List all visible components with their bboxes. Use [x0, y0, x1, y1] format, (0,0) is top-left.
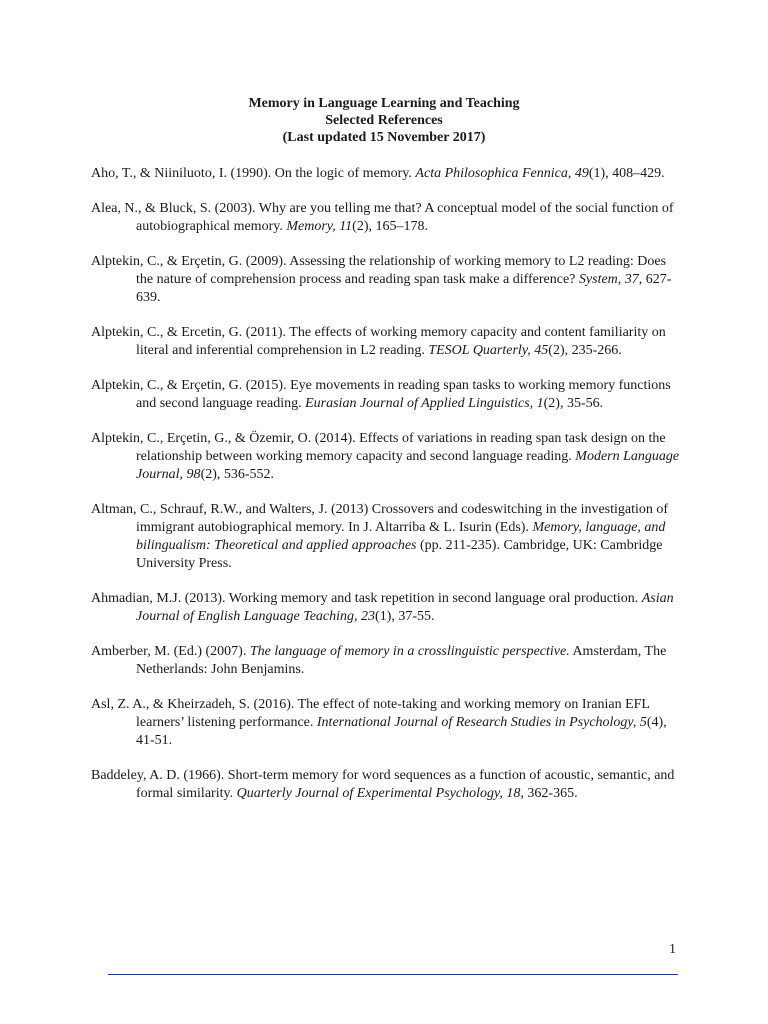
- reference-item: [91, 324, 681, 360]
- reference-text: Aho, T., & Niiniluoto, I. (1990). On the logic of memory.: [91, 166, 416, 181]
- reference-item: [91, 253, 681, 307]
- reference-text: (pp. 211-235). Cambridge, UK: Cambridge University Press.: [136, 538, 663, 571]
- reference-volume: 49: [574, 166, 589, 181]
- reference-text: (2), 536-552.: [200, 467, 275, 482]
- reference-item: [91, 590, 681, 626]
- reference-text: Alptekin, C., Erçetin, G., & Özemir, O. (2014). Effects of variations in reading span task design on the relationship between working memory capacity and second language reading.: [91, 431, 666, 464]
- reference-text: (2), 35-56.: [543, 396, 604, 411]
- reference-item: [91, 200, 681, 236]
- reference-source: Quarterly Journal of Experimental Psychology, 18,: [236, 786, 524, 801]
- reference-item: [91, 767, 681, 803]
- document-header: [0, 95, 768, 146]
- reference-text: , 627-639.: [136, 272, 672, 305]
- reference-text: (2), 235-266.: [548, 343, 622, 358]
- reference-source: Memory, language, and bilingualism: Theoretical and applied approaches: [136, 520, 666, 553]
- reference-source: Modern Language Journal, 98: [136, 449, 680, 482]
- reference-text: Ahmadian, M.J. (2013). Working memory and task repetition in second language oral production.: [91, 591, 642, 606]
- reference-text: Alea, N., & Bluck, S. (2003). Why are you telling me that? A conceptual model of the social function of autobiographical memory.: [91, 201, 674, 234]
- reference-source: International Journal of Research Studies in Psychology, 5: [316, 715, 647, 730]
- reference-item: [91, 643, 681, 679]
- reference-source: Eurasian Journal of Applied Linguistics, 1: [305, 396, 544, 411]
- footer-rule: [108, 974, 678, 975]
- reference-source: Memory, 11: [286, 219, 353, 234]
- reference-source: System, 37: [578, 272, 639, 287]
- reference-text: 362-365.: [523, 786, 578, 801]
- document-title: Memory in Language Learning and Teaching: [248, 96, 520, 111]
- reference-item: [91, 501, 681, 573]
- reference-source: Acta Philosophica Fennica: [415, 166, 568, 181]
- reference-text: (2), 165–178.: [352, 219, 428, 234]
- reference-text: (1), 37-55.: [375, 609, 435, 624]
- reference-text: Amberber, M. (Ed.) (2007).: [91, 644, 250, 659]
- reference-item: [91, 165, 681, 183]
- reference-text: Alptekin, C., & Erçetin, G. (2009). Assessing the relationship of working memory to L2 reading: Does the nature of comprehension process and reading span task make a difference?: [91, 254, 667, 287]
- reference-text: Amsterdam, The Netherlands: John Benjamins.: [136, 644, 667, 677]
- reference-text: Baddeley, A. D. (1966). Short-term memory for word sequences as a function of acoustic, semantic, and formal similarity.: [91, 768, 675, 801]
- document-subtitle: Selected References: [325, 113, 443, 128]
- reference-text: Alptekin, C., & Ercetin, G. (2011). The effects of working memory capacity and content familiarity on literal and inferential comprehension in L2 reading.: [91, 325, 666, 358]
- last-updated: (Last updated 15 November 2017): [282, 130, 486, 145]
- reference-item: [91, 430, 681, 484]
- reference-text: Altman, C., Schrauf, R.W., and Walters, J. (2013) Crossovers and codeswitching in the investigation of immigrant autobiographical memory. In J. Altarriba & L. Isurin (Eds).: [91, 502, 669, 535]
- page-number: 1: [669, 942, 676, 957]
- reference-item: [91, 377, 681, 413]
- reference-item: [91, 696, 681, 750]
- reference-list: [91, 165, 681, 820]
- reference-text: Alptekin, C., & Erçetin, G. (2015). Eye movements in reading span tasks to working memory functions and second language reading.: [91, 378, 671, 411]
- reference-text: (4), 41-51.: [136, 715, 667, 748]
- reference-text: (1), 408–429.: [588, 166, 665, 181]
- reference-text: ,: [567, 166, 575, 181]
- reference-source: The language of memory in a crosslinguistic perspective.: [249, 644, 570, 659]
- reference-source: Asian Journal of English Language Teaching, 23: [136, 591, 674, 624]
- reference-text: Asl, Z. A., & Kheirzadeh, S. (2016). The effect of note-taking and working memory on Iranian EFL learners’ listening performance.: [91, 697, 650, 730]
- reference-source: TESOL Quarterly, 45: [428, 343, 549, 358]
